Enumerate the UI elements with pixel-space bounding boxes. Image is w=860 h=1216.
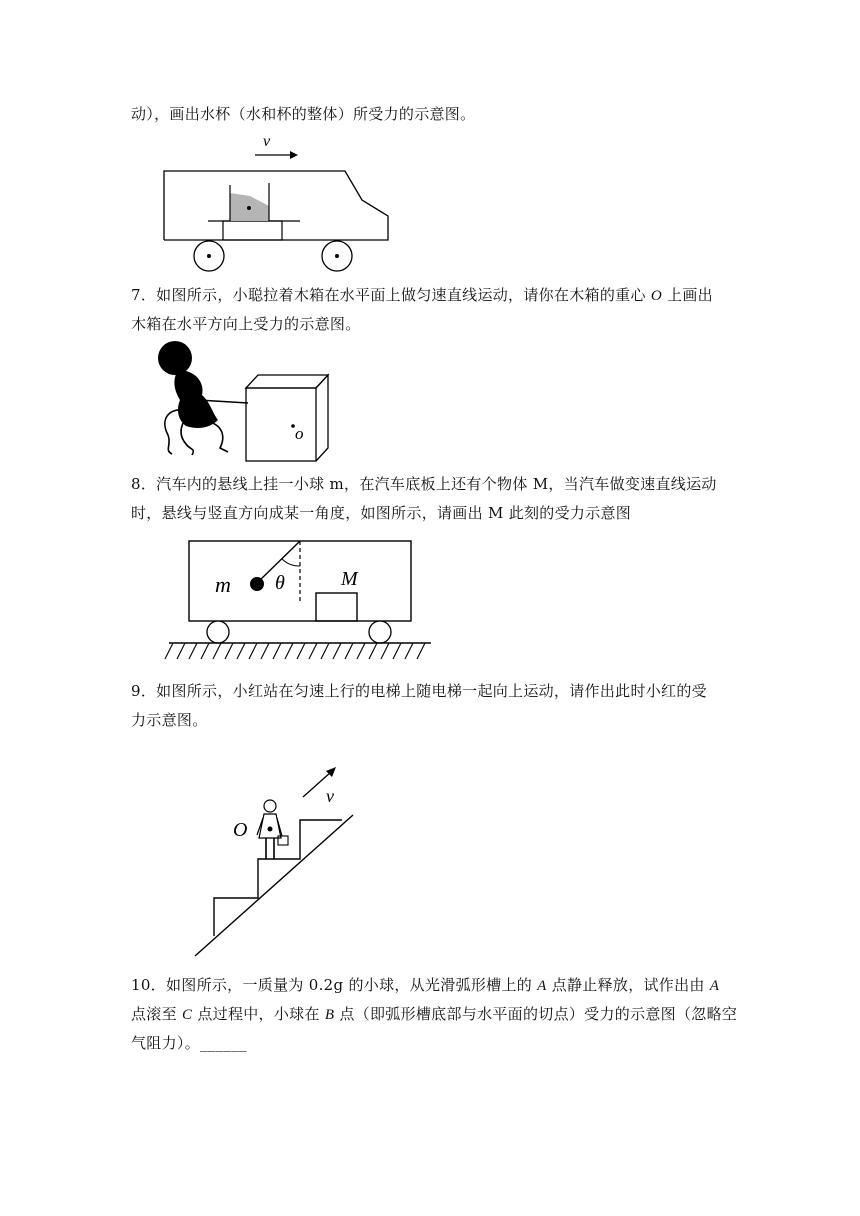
q9-line2: 力示意图。: [131, 711, 208, 729]
label-O: O: [233, 819, 248, 841]
q10-line1: 10．如图所示，一质量为 0.2g 的小球，从光滑弧形槽上的 A 点静止释放，试作出由 A: [131, 976, 720, 994]
cart-pendulum-figure: [165, 535, 435, 670]
q7-line1: 7．如图所示，小聪拉着木箱在水平面上做匀速直线运动，请你在木箱的重心 O 上画出: [131, 286, 713, 304]
label-m: m: [215, 572, 231, 597]
person-pulling-box-figure: [150, 340, 340, 465]
q10-line2: 点滚至 C 点过程中，小球在 B 点（即弧形槽底部与水平面的切点）受力的示意图（忽略空: [131, 1005, 738, 1023]
box-center-label: o: [295, 424, 304, 443]
van-cup-figure: [160, 128, 395, 278]
label-theta: θ: [275, 572, 285, 594]
velocity-label: v: [263, 133, 271, 150]
label-v: v: [326, 786, 334, 806]
q10-line3: 气阻力）。______: [131, 1034, 247, 1052]
q6-text-tail: 动），画出水杯（水和杯的整体）所受力的示意图。: [131, 105, 476, 123]
q7-line2: 木箱在水平方向上受力的示意图。: [131, 315, 361, 333]
q9-line1: 9．如图所示，小红站在匀速上行的电梯上随电梯一起向上运动，请作出此时小红的受: [131, 682, 707, 700]
escalator-figure: [190, 760, 365, 960]
label-M: M: [341, 568, 358, 590]
q8-line2: 时，悬线与竖直方向成某一角度，如图所示，请画出 M 此刻的受力示意图: [131, 504, 632, 522]
q8-line1: 8．汽车内的悬线上挂一小球 m，在汽车底板上还有个物体 M，当汽车做变速直线运动: [131, 475, 717, 493]
